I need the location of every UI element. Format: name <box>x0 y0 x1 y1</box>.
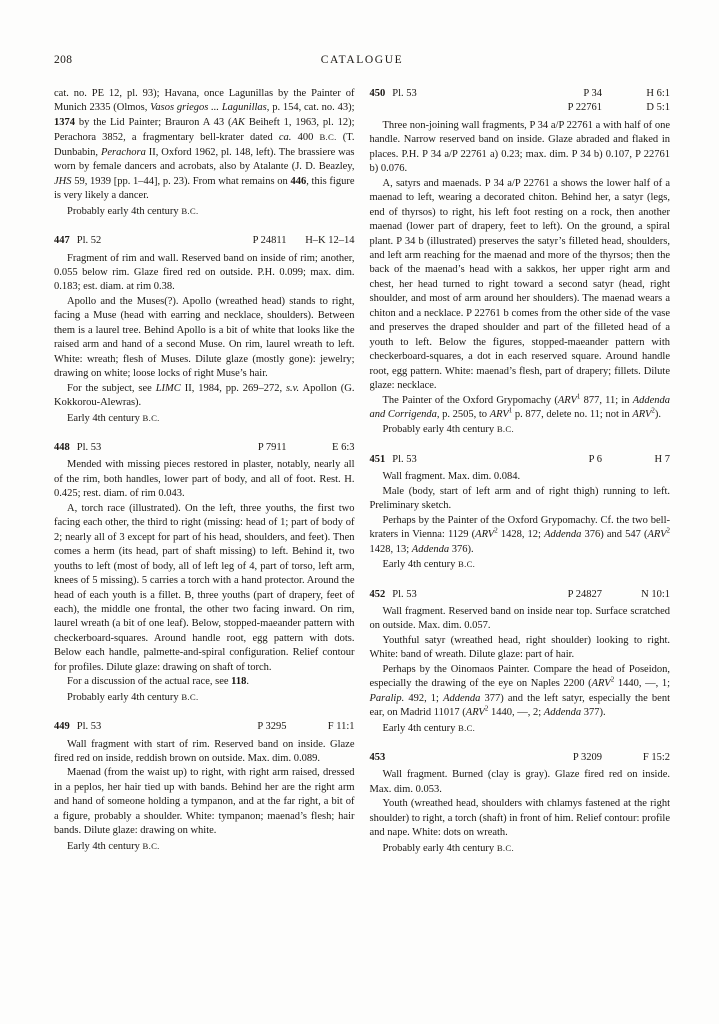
entry-inventory-number: P 24827 <box>567 588 602 600</box>
superscript-text: 1 <box>576 392 581 401</box>
entry-number: 451 <box>369 453 386 465</box>
bold-text: 446 <box>290 175 307 187</box>
italic-text: ca. <box>278 132 292 144</box>
entry-grid-reference: N 10:1 <box>641 588 670 600</box>
left-column <box>54 87 355 856</box>
italic-text: Perachora <box>100 146 146 158</box>
left-paragraph-8: Mended with missing pieces restored in plaster, notably, nearly all of the rim, both handles, lower part of body, and all of foot. Rest. H. 0.425; rest. diam. of rim 0.043. <box>54 459 355 500</box>
entry-number: 452 <box>369 588 386 600</box>
entry-number: 447 <box>54 235 70 247</box>
entry-ref-row <box>568 588 670 602</box>
left-paragraph-0: cat. no. PE 12, pl. 93); Havana, once Lagunillas by the Painter of Munich 2335 (Olmos, Vasos griegos ... Lagunillas, p. 154, cat. no. 43); 1374 by the Lid Painter; Brauron A 43 (AK Beiheft 1, 1963, pl. 12); Perachora 3852, a fragmentary bell-krater dated ca. 400 B.C. (T. Dunbabin, Perachora II, Oxford 1962, pl. 148, left). The brassiere was worn by female dancers and acrobats, also by Atalante (J. D. Beazley, JHS 59, 1939 [pp. 1–44], p. 23). From what remains on 446, this figure is very likely a dancer. <box>54 88 355 202</box>
superscript-text: 2 <box>494 526 498 535</box>
entry-inventory-number: P 22761 <box>567 102 602 114</box>
right-column <box>370 87 671 856</box>
entry-refs <box>589 453 670 467</box>
smallcaps-text: B.C. <box>181 691 199 702</box>
smallcaps-text: B.C. <box>181 205 199 216</box>
entry-plate-reference: Pl. 52 <box>76 235 102 247</box>
left-paragraph-5: For the subject, see LIMC II, 1984, pp. 269–272, s.v. Apollon (G. Kokkorou-Alewras). <box>54 382 355 409</box>
entry-ref-row <box>589 453 670 467</box>
italic-text: AK <box>231 116 245 128</box>
right-paragraph-7: Male (body, start of left arm and of right thigh) running to left. Preliminary sketch. <box>369 485 670 512</box>
left-paragraph-13: Wall fragment with start of rim. Reserved band on inside. Glaze fired red on inside, reddish brown on outside. Max. dim. 0.089. <box>54 738 355 765</box>
entry-number: 450 <box>369 88 386 99</box>
entry-number: 453 <box>369 752 386 764</box>
entry-448-header <box>54 441 355 455</box>
italic-text: Addenda and Corrigenda <box>369 394 671 420</box>
page-title: CATALOGUE <box>320 54 404 66</box>
entry-grid-reference: E 6:3 <box>332 441 355 453</box>
entry-plate-reference: Pl. 53 <box>76 721 102 733</box>
right-paragraph-11: Wall fragment. Reserved band on inside near top. Surface scratched on outside. Max. dim. 0.057. <box>369 605 670 632</box>
entry-inventory-number: P 3209 <box>572 752 602 764</box>
right-paragraph-12: Youthful satyr (wreathed head, right shoulder) looking to right. White: band of wreath. Dilute glaze: part of hair. <box>369 634 670 661</box>
entry-grid-reference: H 6:1 <box>646 88 670 99</box>
entry-refs <box>258 441 355 455</box>
left-paragraph-11: Probably early 4th century B.C. <box>67 691 199 703</box>
page-content <box>54 87 670 856</box>
italic-text: ARV <box>632 408 652 420</box>
entry-grid-reference: D 5:1 <box>646 102 670 114</box>
entry-refs <box>257 720 354 734</box>
entry-451-header <box>370 453 671 467</box>
bold-text: 1374 <box>54 116 75 128</box>
entry-grid-reference: H 7 <box>654 453 670 465</box>
right-paragraph-9: Early 4th century B.C. <box>382 559 476 571</box>
entry-plate-reference: Pl. 53 <box>392 88 417 99</box>
italic-text: Addenda <box>543 707 582 719</box>
superscript-text: 2 <box>666 526 670 535</box>
italic-text: ARV <box>591 678 611 690</box>
right-paragraph-17: Youth (wreathed head, shoulders with chlamys fastened at the right shoulder) to right, a torch (shaft) in front of him. Relief contour: profile and nape. White: dots on wreath. <box>369 798 670 839</box>
right-paragraph-8: Perhaps by the Painter of the Oxford Grypomachy. Cf. the two bell-kraters in Vienna: 1129 (ARV$^2$ 1428, 12; Addenda 376) and 547 (ARV$^2$ 1428, 13; Addenda 376). <box>369 514 670 555</box>
entry-grid-reference: F 11:1 <box>327 721 355 733</box>
right-paragraph-3: The Painter of the Oxford Grypomachy (ARV$^1$ 877, 11; in Addenda and Corrigenda, p. 2505, to ARV$^1$ p. 877, delete no. 11; not in ARV$^2$). <box>369 392 671 420</box>
superscript-text: 1 <box>508 406 513 415</box>
left-paragraph-10: For a discussion of the actual race, see 118. <box>67 676 249 688</box>
right-paragraph-18: Probably early 4th century B.C. <box>382 842 514 854</box>
italic-text: Addenda <box>443 692 481 704</box>
superscript-text: 2 <box>610 675 615 684</box>
italic-text: Vasos griegos ... Lagunillas <box>150 102 267 114</box>
smallcaps-text: B.C. <box>142 412 160 423</box>
superscript-text: 2 <box>484 704 489 713</box>
right-paragraph-2: A, satyrs and maenads. P 34 a/P 22761 a shows the lower half of a maenad to left, wearing a decorated chiton. Behind her, a satyr (legs, end of thyrsos) to right, his left foot resting on a rock, then another maenad (lower part of drapery, feet to left). On the ground, a spiral plant. P 34 b (illustrated) preserves the satyr’s filleted head, shoulders, and left arm reaching for the maenad and more of the thyrsos; then the back of the maenad’s head with a sakkos, her upper right arm and chest, her head turned to right toward a second satyr (head, right shoulder, and most of arm around her shoulders). The maenad wears a chiton and a necklace. P 22761 b comes from the other side of the vase and preserves the draped shoulder and part of the filleted head of a youth to left. Below the figures, stopped-maeander pattern with checkerboard-squares, a dot in each reserved square. Around handle root, egg pattern. White: maenad’s flesh, part of drapery; fillets. Dilute glaze: necklace. <box>369 177 670 392</box>
italic-text: LIMC <box>155 382 181 394</box>
left-paragraph-3: Fragment of rim and wall. Reserved band on inside of rim; another, 0.055 below rim. Glaze fired red on outside. P.H. 0.099; max. dim. 0.183; est. diam. at rim 0.38. <box>54 252 355 293</box>
entry-inventory-number: P 24811 <box>252 235 287 247</box>
entry-plate-reference: Pl. 53 <box>392 453 417 465</box>
entry-plate-reference: Pl. 53 <box>392 588 417 600</box>
italic-text: Addenda <box>411 543 450 555</box>
entry-refs <box>568 588 670 602</box>
entry-inventory-number: P 34 <box>583 88 602 99</box>
entry-ref-row <box>573 751 670 765</box>
entry-452-header <box>370 588 671 602</box>
superscript-text: 2 <box>651 406 655 415</box>
entry-refs <box>573 751 670 765</box>
italic-text: ARV <box>489 408 509 420</box>
left-paragraph-6: Early 4th century B.C. <box>67 412 160 424</box>
right-paragraph-14: Early 4th century B.C. <box>382 722 476 734</box>
entry-450-header <box>370 87 671 116</box>
entry-ref-row <box>258 441 355 455</box>
page-number: 208 <box>54 54 73 66</box>
entry-ref-row <box>568 101 670 115</box>
entry-number: 449 <box>54 721 70 733</box>
smallcaps-text: B.C. <box>496 424 514 435</box>
bold-text: 118 <box>231 676 247 688</box>
italic-text: s.v. <box>285 382 300 394</box>
left-paragraph-1: Probably early 4th century B.C. <box>67 205 199 217</box>
entry-number: 448 <box>54 441 70 453</box>
entry-grid-reference: H–K 12–14 <box>305 235 355 247</box>
italic-text: Addenda <box>544 529 582 541</box>
entry-refs <box>568 87 670 116</box>
entry-ref-row <box>568 87 670 101</box>
entry-ref-row <box>257 720 354 734</box>
entry-447-header <box>54 234 355 248</box>
smallcaps-text: B.C. <box>458 559 476 570</box>
left-paragraph-15: Early 4th century B.C. <box>67 840 160 852</box>
italic-text: ARV <box>475 529 495 541</box>
right-paragraph-1: Three non-joining wall fragments, P 34 a/P 22761 a with half of one handle. Narrow reserved band on inside. Glaze abraded and flaked in places. P.H. P 34 a/P 22761 a) 0.23; max. dim. P 34 b) 0.107, P 22761 b) 0.076. <box>369 119 670 175</box>
smallcaps-text: B.C. <box>496 842 514 853</box>
page-masthead <box>54 54 670 72</box>
right-paragraph-16: Wall fragment. Burned (clay is gray). Glaze fired red on inside. Max. dim. 0.053. <box>369 769 670 795</box>
smallcaps-text: B.C. <box>319 132 337 143</box>
entry-plate-reference: Pl. 53 <box>76 441 102 453</box>
left-paragraph-9: A, torch race (illustrated). On the left, three youths, the first two facing each other, the third to right (missing: head of 1; part of body of 2; nearly all of 3 except for part of his head, shoulders, and feet). Then comes a herm (its head, part of shaft missing) to left. Behind it, two youths to left (most of body, all of left leg of 4, part of torso, left arm, knees of 5 missing). 5 carries a torch with a hand protector. Around the head of each youth is a fillet. B, three youths (part of drapery, feet of each), the middle one frontal, the other two facing inward. On rim, laurel wreath (a bit of one leaf). Below, stopped-maeander pattern with checkerboard-squares. Around handle root, egg pattern with dots. Below each handle, palmette-and-spiral configuration. Relief contour for profiles. Dilute glaze: drawing on shaft of torch. <box>54 502 355 673</box>
entry-ref-row <box>253 234 355 248</box>
italic-text: Paralip. <box>369 692 405 704</box>
left-paragraph-4: Apollo and the Muses(?). Apollo (wreathed head) stands to right, facing a Muse (head with earring and necklace, shoulders). Between them is a laurel tree. Behind Apollo is a bit of white that looks like the raised arm and hand of a second Muse. On rim, laurel wreath to left. White: wreath; flesh of Muses. Dilute glaze (mostly gone): jewelry; drawing on white; loose locks of right Muse’s hair. <box>54 295 355 380</box>
entry-inventory-number: P 6 <box>588 453 602 465</box>
italic-text: ARV <box>557 394 577 406</box>
entry-inventory-number: P 3295 <box>257 721 287 733</box>
smallcaps-text: B.C. <box>458 722 476 733</box>
entry-grid-reference: F 15:2 <box>642 752 670 764</box>
left-paragraph-14: Maenad (from the waist up) to right, with right arm raised, dressed in a peplos, her hair tied up with bands. Behind her are the right arm and hand of someone holding a tympanon, and at the far right, a bit of a figure, probably a shoulder. White: tympanon; maenad’s flesh; hair bands. Dilute glaze: drawing on white. <box>54 767 355 837</box>
right-paragraph-13: Perhaps by the Oinomaos Painter. Compare the head of Poseidon, especially the drawing of the eye on Naples 2200 (ARV$^2$ 1440, —, 1; Paralip. 492, 1; Addenda 377) and the left satyr, especially the bent ear, on Madrid 11017 (ARV$^2$ 1440, —, 2; Addenda 377). <box>369 663 671 719</box>
entry-449-header <box>54 720 355 734</box>
right-paragraph-6: Wall fragment. Max. dim. 0.084. <box>382 471 521 483</box>
entry-inventory-number: P 7911 <box>257 441 287 453</box>
italic-text: ARV <box>465 707 485 719</box>
right-paragraph-4: Probably early 4th century B.C. <box>382 424 514 436</box>
smallcaps-text: B.C. <box>142 840 160 851</box>
italic-text: JHS <box>54 175 72 187</box>
italic-text: ARV <box>647 529 667 541</box>
entry-453-header <box>370 751 671 765</box>
entry-refs <box>253 234 355 248</box>
